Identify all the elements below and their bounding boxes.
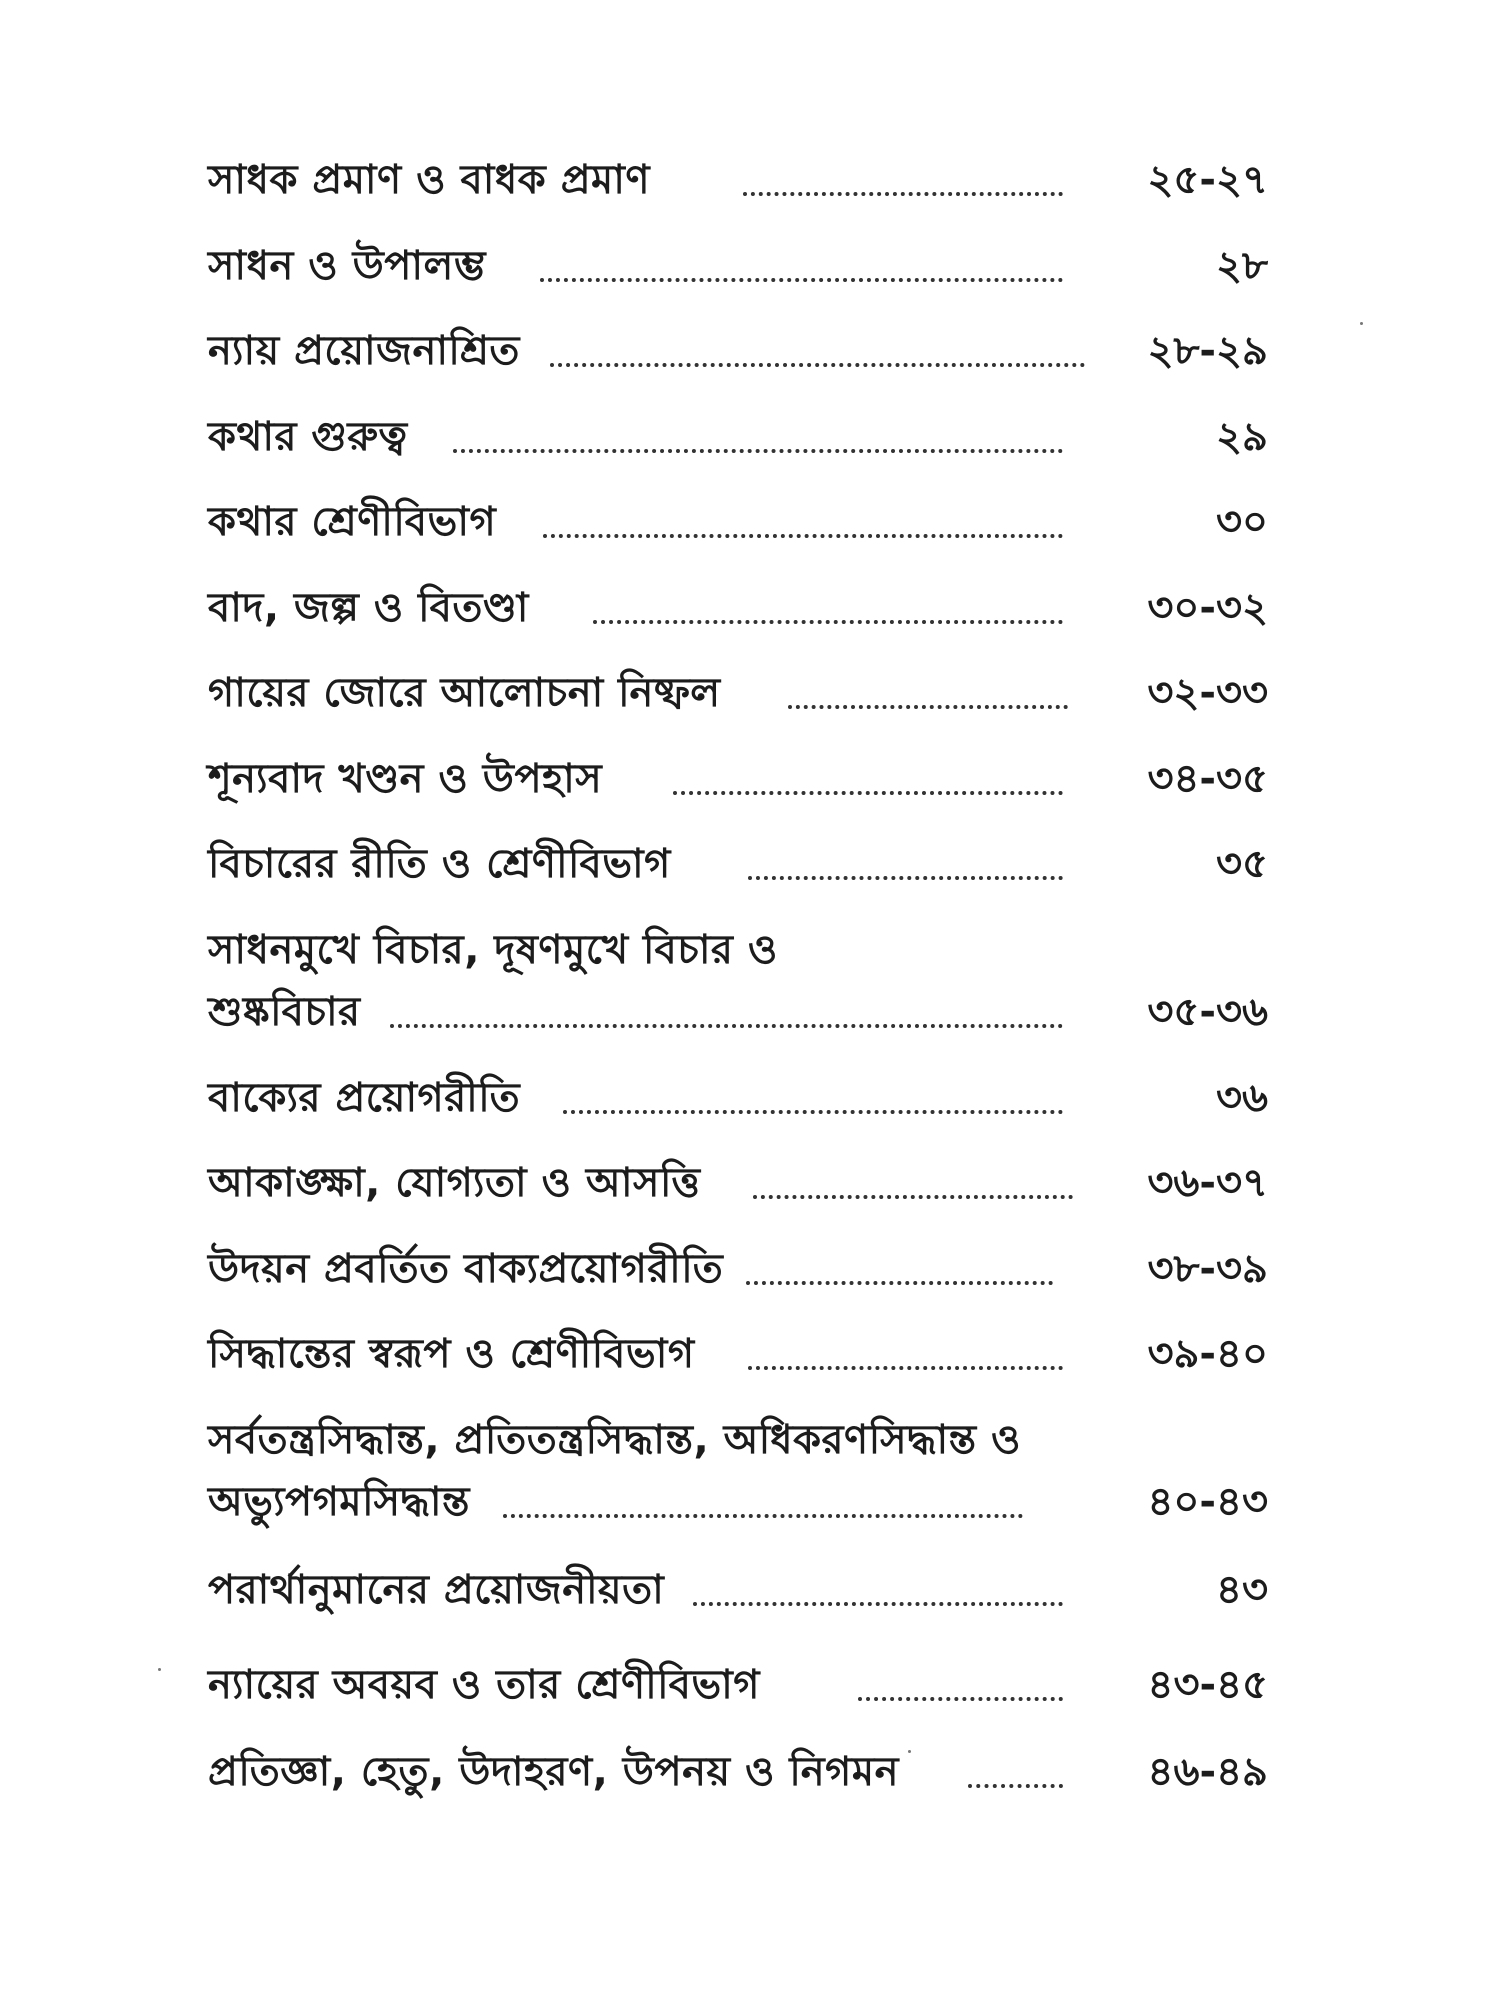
toc-entry (208, 920, 1268, 1040)
toc-leader-dots (748, 1366, 1063, 1370)
toc-entry-title: সিদ্ধান্তের স্বরূপ ও শ্রেণীবিভাগ (208, 1331, 695, 1377)
toc-entry-title: সাধনমুখে বিচার, দূষণমুখে বিচার ও (208, 927, 778, 973)
toc-entry-title: ন্যায়ের অবয়ব ও তার শ্রেণীবিভাগ (208, 1662, 760, 1708)
toc-entry-title: প্রতিজ্ঞা, হেতু, উদাহরণ, উপনয় ও নিগমন (208, 1749, 899, 1795)
toc-entry (208, 1410, 1268, 1530)
toc-leader-dots (753, 1195, 1073, 1199)
toc-entry-title: গায়ের জোরে আলোচনা নিষ্ফল (208, 670, 721, 716)
toc-entry (208, 1239, 1268, 1299)
toc-entry (208, 1655, 1268, 1715)
toc-entry-title-continued: শুষ্কবিচার (208, 989, 361, 1035)
toc-entry-title: ন্যায় প্রয়োজনাশ্রিত (208, 328, 520, 374)
toc-entry-title: সাধন ও উপালম্ভ (208, 243, 486, 289)
toc-leader-dots (693, 1602, 1063, 1606)
toc-leader-dots (563, 1110, 1063, 1114)
toc-leader-dots (540, 278, 1063, 282)
toc-page-number: ৩৮-৩৯ (1147, 1246, 1268, 1292)
toc-page-number: ৩২-৩৩ (1147, 670, 1268, 716)
toc-entry (208, 236, 1268, 296)
toc-leader-dots (788, 705, 1068, 709)
toc-entry-title-continued: অভ্যুপগমসিদ্ধান্ত (208, 1479, 470, 1525)
toc-page-number: ৪৬-৪৯ (1147, 1749, 1268, 1795)
toc-page-number: ৩০-৩২ (1147, 585, 1268, 631)
toc-entry-title: পরার্থানুমানের প্রয়োজনীয়তা (208, 1567, 665, 1613)
toc-leader-dots (550, 363, 1085, 367)
toc-entry (208, 1560, 1268, 1620)
toc-leader-dots (593, 620, 1063, 624)
toc-page-number: ৪৩-৪৫ (1147, 1662, 1268, 1708)
toc-page-number: ২৯ (1216, 414, 1268, 460)
toc-entry (208, 407, 1268, 467)
toc-page-number: ২৫-২৭ (1147, 157, 1268, 203)
toc-page-number: ২৮-২৯ (1147, 328, 1268, 374)
toc-entry-title: উদয়ন প্রবর্তিত বাক্যপ্রয়োগরীতি (208, 1246, 724, 1292)
toc-leader-dots (743, 192, 1063, 196)
toc-page-number: ৩৯-৪০ (1147, 1331, 1268, 1377)
toc-leader-dots (543, 534, 1063, 538)
toc-page-number: ৪৩ (1216, 1567, 1268, 1613)
toc-leader-dots (748, 876, 1063, 880)
toc-leader-dots (858, 1697, 1063, 1701)
toc-page-number: ৩৫-৩৬ (1147, 989, 1268, 1035)
toc-entry (208, 749, 1268, 809)
toc-entry (208, 578, 1268, 638)
toc-entry-title: সাধক প্রমাণ ও বাধক প্রমাণ (208, 157, 651, 203)
toc-entry-title: বিচারের রীতি ও শ্রেণীবিভাগ (208, 841, 671, 887)
toc-entry-title: সর্বতন্ত্রসিদ্ধান্ত, প্রতিতন্ত্রসিদ্ধান্ত, অধিকরণসিদ্ধান্ত ও (208, 1417, 1021, 1463)
scan-speck (158, 1668, 161, 1671)
toc-page-number: ৩০ (1215, 499, 1268, 545)
toc-leader-dots (390, 1024, 1063, 1028)
toc-page-number: ৩৬ (1215, 1075, 1268, 1121)
toc-entry-title: কথার গুরুত্ব (208, 414, 408, 460)
toc-entry-title: কথার শ্রেণীবিভাগ (208, 499, 497, 545)
toc-leader-dots (968, 1784, 1063, 1788)
toc-page-number: ২৮ (1216, 243, 1268, 289)
toc-entry (208, 492, 1268, 552)
toc-entry-title: শূন্যবাদ খণ্ডন ও উপহাস (208, 756, 603, 802)
toc-entry (208, 1324, 1268, 1384)
toc-page-number: ৩৬-৩৭ (1147, 1160, 1268, 1206)
toc-page-number: ৩৫ (1216, 841, 1268, 887)
toc-leader-dots (503, 1514, 1023, 1518)
toc-entry (208, 150, 1268, 210)
toc-entry (208, 321, 1268, 381)
toc-entry (208, 834, 1268, 894)
toc-leader-dots (673, 791, 1063, 795)
scan-speck (1360, 322, 1363, 325)
toc-entry (208, 663, 1268, 723)
toc-entry (208, 1742, 1268, 1802)
toc-page-number: ৩৪-৩৫ (1147, 756, 1268, 802)
toc-page-number: ৪০-৪৩ (1147, 1479, 1268, 1525)
toc-leader-dots (746, 1281, 1053, 1285)
toc-leader-dots (453, 449, 1063, 453)
toc-entry-title: বাক্যের প্রয়োগরীতি (208, 1075, 521, 1121)
toc-entry (208, 1068, 1268, 1128)
toc-entry-title: আকাঙ্ক্ষা, যোগ্যতা ও আসত্তি (208, 1160, 701, 1206)
toc-entry-title: বাদ, জল্প ও বিতণ্ডা (208, 585, 529, 631)
scan-speck (908, 1750, 911, 1753)
toc-entry (208, 1153, 1268, 1213)
